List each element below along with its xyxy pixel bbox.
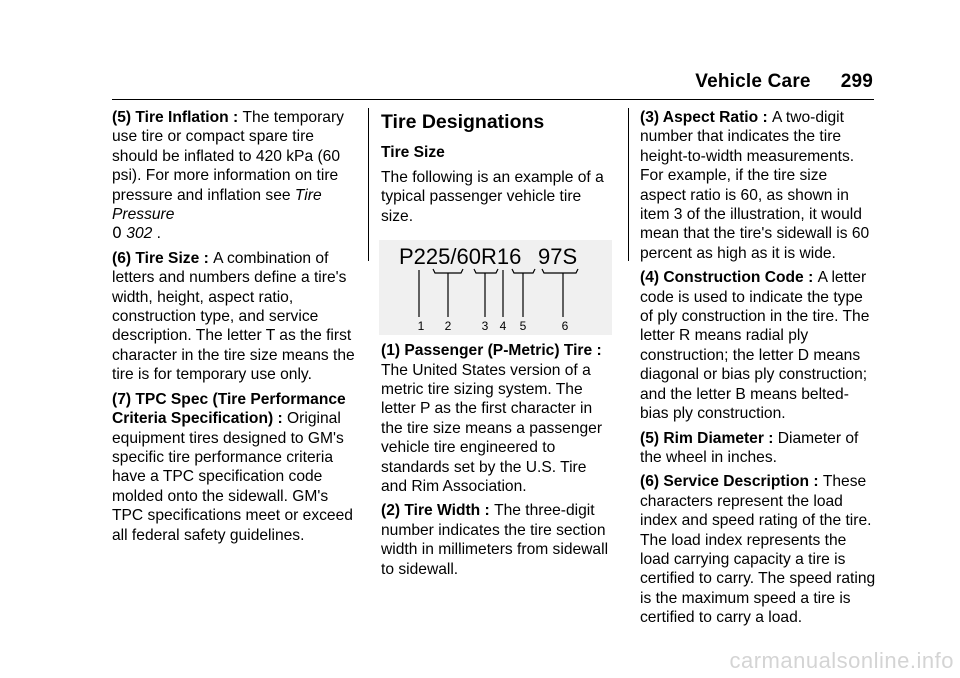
term-separator: : [809, 473, 823, 491]
definition-term: (7) TPC Spec (Tire Performance Criteria Specification) [112, 390, 346, 428]
bracket-5 [512, 269, 535, 273]
cross-reference-link[interactable]: Tire Pressure [112, 186, 322, 224]
tire-code-text: P225/60R16 [399, 244, 522, 270]
page-header [695, 71, 873, 93]
bracket-2 [433, 269, 463, 273]
page-number: 299 [840, 71, 873, 92]
definition-term: (2) Tire Width [381, 502, 481, 520]
header-rule [112, 99, 874, 100]
definition-text: A combination of letters and numbers define a tire's width, height, aspect ratio, construction type, and service description. The letter T as the first character in the tire size means the tire is for temporary use only. [112, 249, 355, 384]
definition-text: The three-digit number indicates the tire section width in millimeters from sidewall to sidewall. [381, 502, 609, 578]
bracket-6 [542, 269, 578, 273]
definition-service-description [640, 472, 876, 627]
column-divider [628, 108, 629, 261]
middle-column [381, 108, 616, 584]
definition-text: The temporary use tire or compact spare tire should be inflated to 420 kPa (60 psi). For more information on tire pressure and inflation see [112, 109, 344, 204]
definition-text: The United States version of a metric tire sizing system. The letter P as the first character in the tire size means a passenger vehicle tire engineered to standards set by the U.S. Tire and Rim Association. [381, 361, 603, 496]
service-code-text: 97S [538, 244, 578, 270]
callout-number-6: 6 [561, 319, 569, 334]
definition-term: (5) Rim Diameter [640, 429, 764, 447]
definition-text: A two-digit number that indicates the tire height-to-width measurements. For example, if the tire size aspect ratio is 60, as shown in item 3 of the illustration, it would mean that the tire's sidewall is 60 percent as high as it is wide. [640, 109, 870, 262]
bracket-3 [474, 269, 498, 273]
definition-tire-width [381, 501, 616, 579]
definition-text: Diameter of the wheel in inches. [640, 429, 859, 466]
definition-term: (1) Passenger (P-Metric) Tire [381, 342, 593, 360]
column-divider [368, 108, 369, 261]
watermark: carmanualsonline.info [729, 648, 954, 673]
term-separator: : [592, 342, 602, 360]
term-separator: : [199, 249, 214, 267]
subheading: Tire Size [381, 144, 445, 161]
definition-construction-code [640, 268, 876, 423]
definition-rim-diameter [640, 429, 876, 468]
term-separator: : [803, 269, 818, 287]
definition-term: (4) Construction Code [640, 269, 804, 287]
left-column [112, 108, 357, 550]
callout-number-3: 3 [481, 319, 489, 334]
section-title: Tire Designations [381, 111, 545, 133]
header-section-title: Vehicle Care [695, 71, 811, 92]
page-reference-icon: 0 [112, 224, 122, 243]
term-separator: : [758, 109, 772, 126]
callout-number-5: 5 [519, 319, 527, 334]
intro-text: The following is an example of a typical passenger vehicle tire size. [381, 169, 604, 225]
definition-text: A letter code is used to indicate the type of ply construction in the tire. The letter R means radial ply construction; the letter D means diagonal or bias ply construction; and the letter B means belted-bias ply construction. [640, 269, 870, 423]
term-separator: : [228, 109, 243, 126]
definition-term: (3) Aspect Ratio [640, 109, 759, 126]
callout-number-1: 1 [417, 319, 425, 334]
definition-text: These characters represent the load index and speed rating of the tire. The load index represents the load carrying capacity a tire is certified to carry. The speed rating is the maximum speed a tire is certified to carry a load. [640, 473, 876, 627]
definition-term: (6) Service Description [640, 473, 809, 491]
term-separator: : [273, 410, 288, 428]
tire-size-illustration [379, 240, 612, 335]
reference-end: . [152, 225, 161, 243]
definition-aspect-ratio [640, 108, 876, 263]
cross-reference-page[interactable]: 302 [126, 225, 153, 243]
definition-term: (6) Tire Size [112, 249, 200, 267]
definition-passenger-tire [381, 341, 616, 496]
definition-text: Original equipment tires designed to GM's specific tire performance criteria have a TPC specification code molded onto the sidewall. GM's TPC specifications meet or exceed all federal safety guidelines. [112, 410, 353, 544]
callout-number-4: 4 [499, 319, 507, 334]
callout-number-2: 2 [444, 319, 452, 334]
definition-tpc-spec [112, 390, 357, 545]
definition-term: (5) Tire Inflation [112, 109, 229, 126]
definition-tire-inflation [112, 108, 357, 244]
right-column [640, 108, 876, 633]
callout-brackets [419, 269, 578, 317]
term-separator: : [480, 502, 495, 520]
term-separator: : [763, 429, 778, 447]
tire-size-diagram [379, 240, 612, 335]
definition-tire-size [112, 249, 357, 385]
